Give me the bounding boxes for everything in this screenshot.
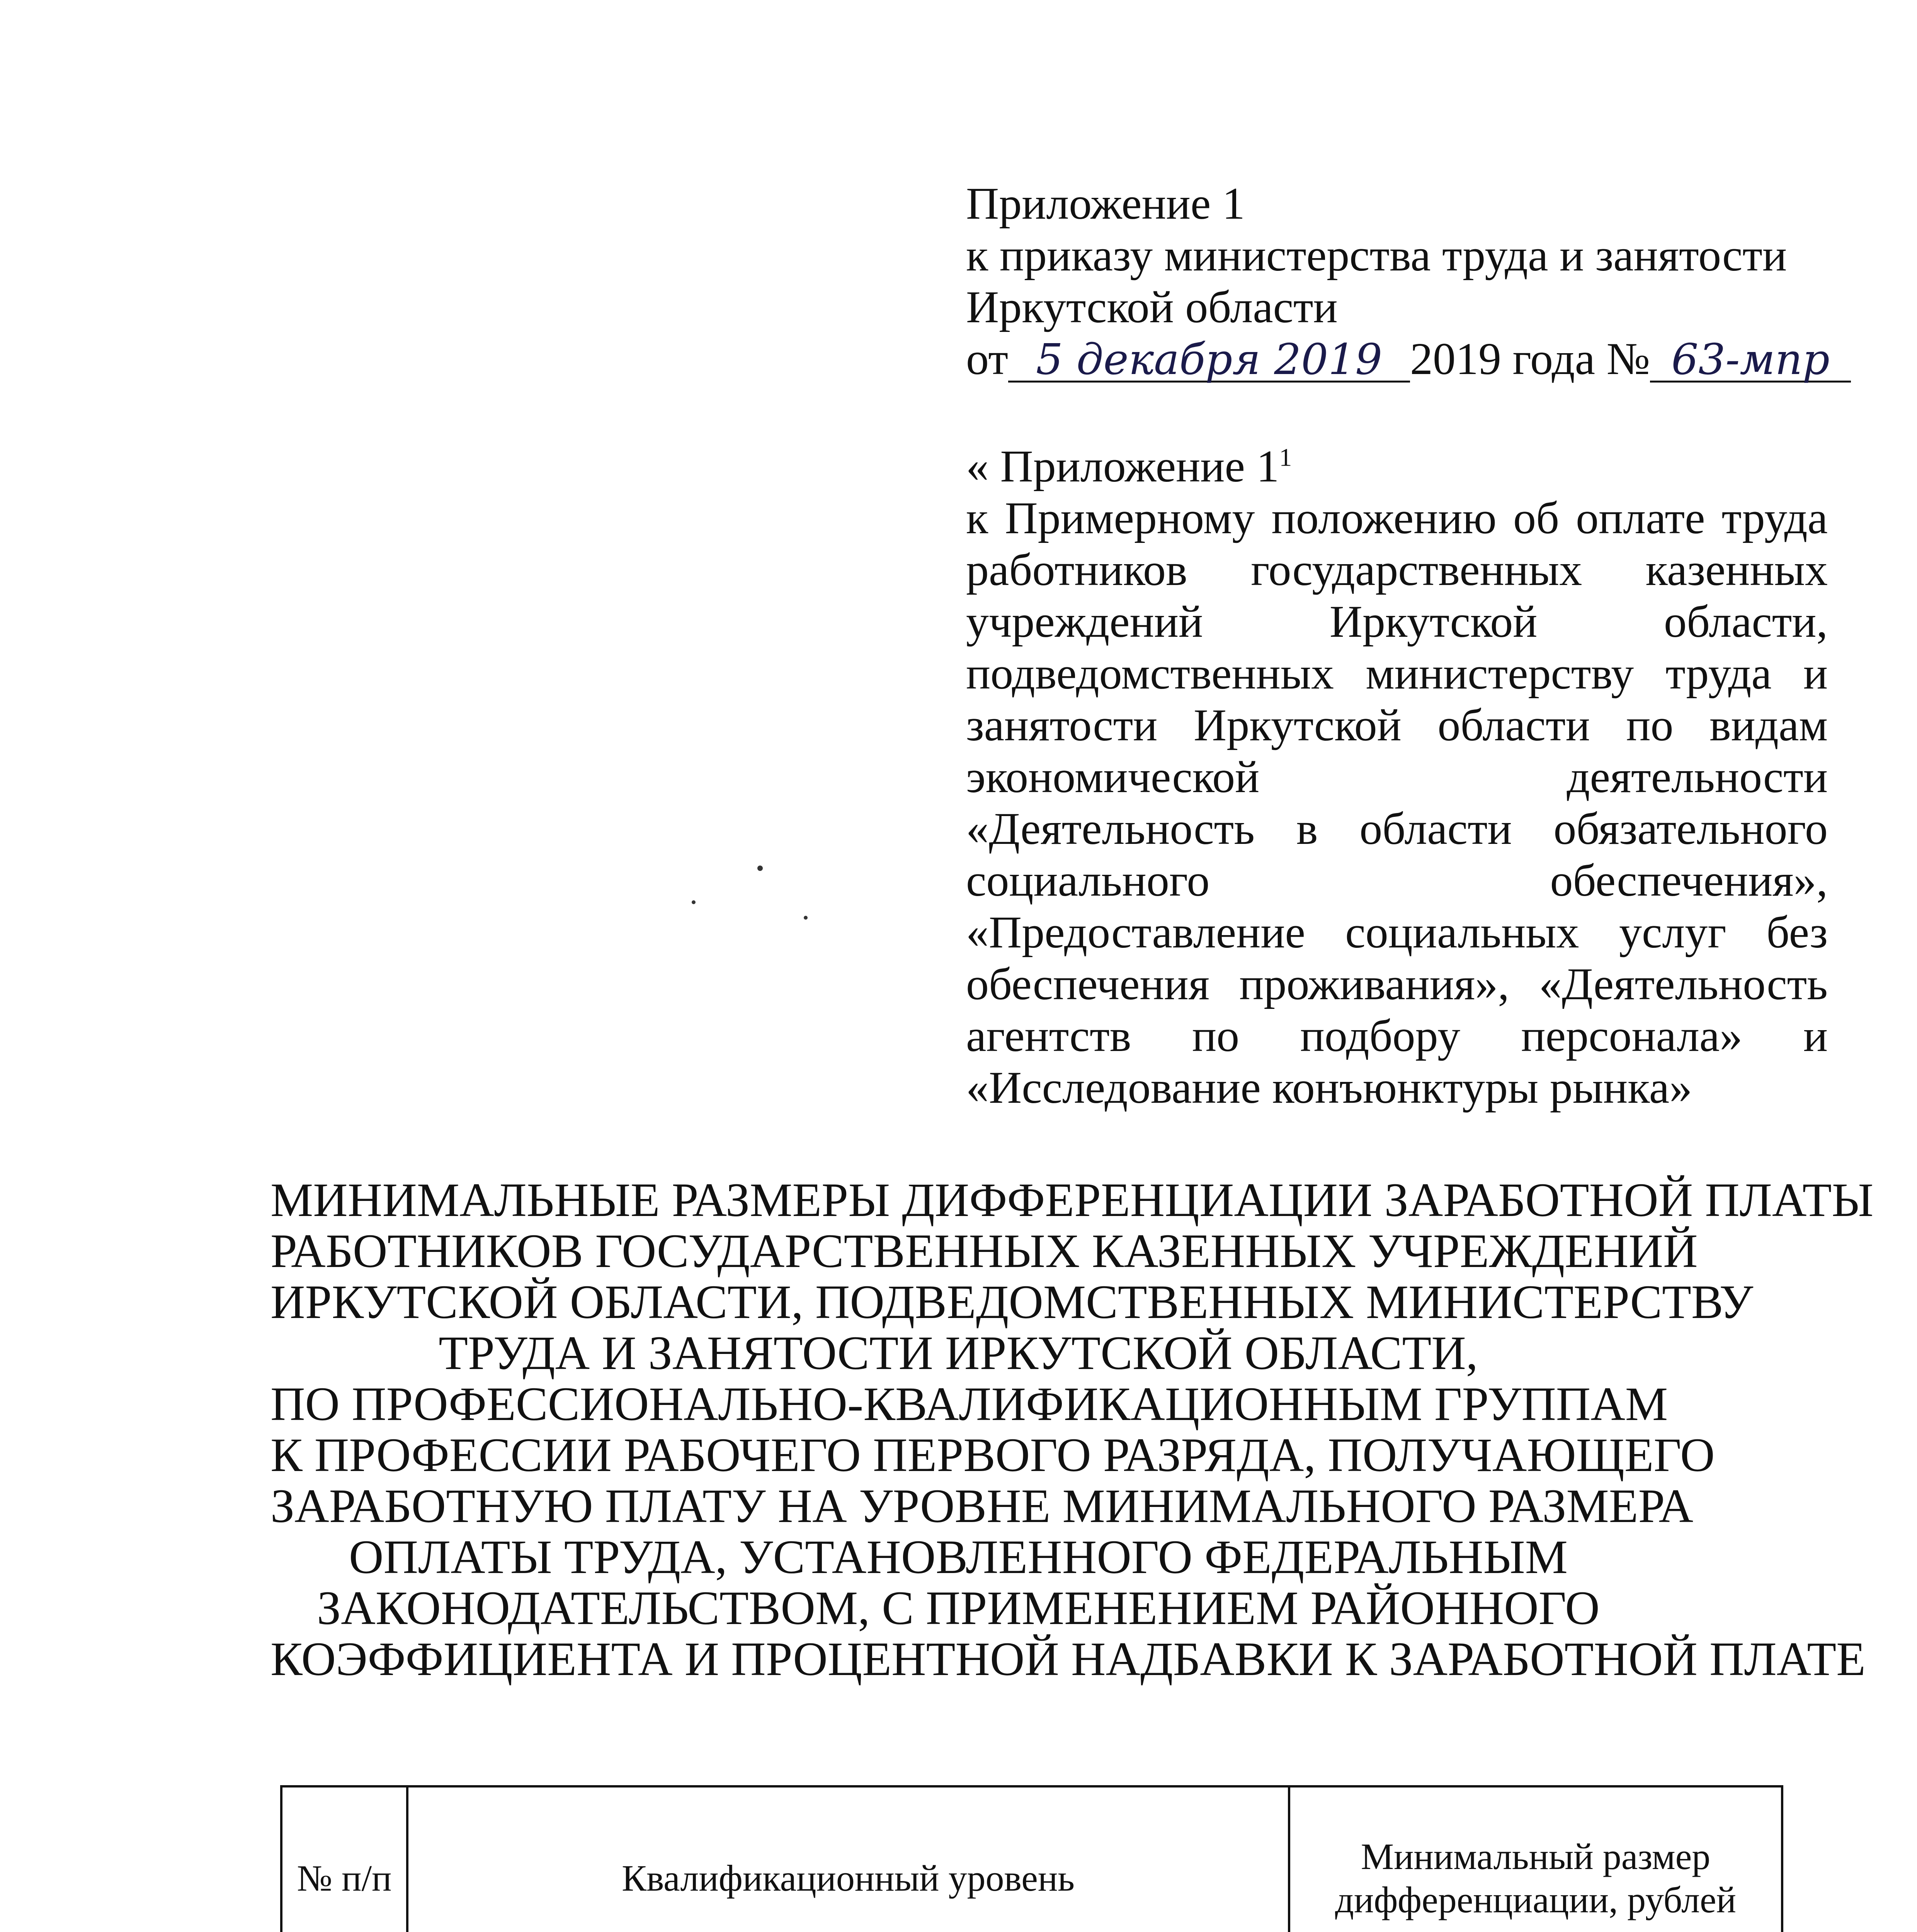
document-title bbox=[270, 1173, 1874, 1685]
date-year-text: 2019 года № bbox=[1410, 333, 1650, 384]
title-line: ЗАКОНОДАТЕЛЬСТВОМ, С ПРИМЕНЕНИЕМ РАЙОННОГО bbox=[317, 1582, 1600, 1634]
approval-date-line bbox=[966, 333, 1828, 385]
scan-speck bbox=[804, 916, 808, 920]
title-line: РАБОТНИКОВ ГОСУДАРСТВЕННЫХ КАЗЕННЫХ УЧРЕЖДЕНИЙ bbox=[270, 1225, 1698, 1277]
appendix-reference-title bbox=[966, 440, 1828, 492]
approval-order-line: к приказу министерства труда и занятости bbox=[966, 230, 1787, 281]
title-line: ОПЛАТЫ ТРУДА, УСТАНОВЛЕННОГО ФЕДЕРАЛЬНЫМ bbox=[349, 1531, 1568, 1583]
table-header-row bbox=[281, 1786, 1782, 1932]
appendix-reference bbox=[966, 440, 1828, 1114]
title-line: МИНИМАЛЬНЫЕ РАЗМЕРЫ ДИФФЕРЕНЦИАЦИИ ЗАРАБОТНОЙ ПЛАТЫ bbox=[270, 1173, 1874, 1226]
title-line: ЗАРАБОТНУЮ ПЛАТУ НА УРОВНЕ МИНИМАЛЬНОГО РАЗМЕРА bbox=[270, 1480, 1694, 1532]
title-line: К ПРОФЕССИИ РАБОЧЕГО ПЕРВОГО РАЗРЯДА, ПОЛУЧАЮЩЕГО bbox=[270, 1429, 1715, 1481]
header-qualification-level: Квалификационный уровень bbox=[407, 1786, 1289, 1932]
title-line: ПО ПРОФЕССИОНАЛЬНО-КВАЛИФИКАЦИОННЫМ ГРУППАМ bbox=[270, 1378, 1668, 1430]
header-number: № п/п bbox=[281, 1786, 407, 1932]
handwritten-date: 5 декабря 2019 bbox=[1008, 338, 1410, 383]
scan-speck bbox=[692, 900, 696, 904]
approval-region-line: Иркутской области bbox=[966, 282, 1338, 332]
title-line: ТРУДА И ЗАНЯТОСТИ ИРКУТСКОЙ ОБЛАСТИ, bbox=[439, 1327, 1478, 1379]
appendix-reference-body: к Примерному положению об оплате труда работников государственных казенных учреждений Иркутской области, подведомственных министерству труда и занятости Иркутской области по видам экономической деятельности «Деятельность в области обязательного социального обеспечения», «Предоставление социальных услуг без обеспечения проживания», «Деятельность агентств по подбору персонала» и «Исследование конъюнктуры рынка» bbox=[966, 493, 1828, 1113]
appendix-reference-superscript: 1 bbox=[1279, 443, 1292, 472]
approval-block bbox=[966, 178, 1828, 385]
appendix-reference-title-text: « Приложение 1 bbox=[966, 441, 1279, 492]
title-line: ИРКУТСКОЙ ОБЛАСТИ, ПОДВЕДОМСТВЕННЫХ МИНИСТЕРСТВУ bbox=[270, 1276, 1754, 1328]
handwritten-order-number: 63-мпр bbox=[1650, 338, 1851, 383]
header-minimum-size: Минимальный размер дифференциации, рублей bbox=[1289, 1786, 1782, 1932]
date-prefix: от bbox=[966, 333, 1009, 384]
scan-speck bbox=[757, 866, 763, 871]
differentiation-table bbox=[280, 1785, 1783, 1932]
title-line: КОЭФФИЦИЕНТА И ПРОЦЕНТНОЙ НАДБАВКИ К ЗАРАБОТНОЙ ПЛАТЕ bbox=[270, 1633, 1866, 1685]
approval-title: Приложение 1 bbox=[966, 178, 1245, 229]
